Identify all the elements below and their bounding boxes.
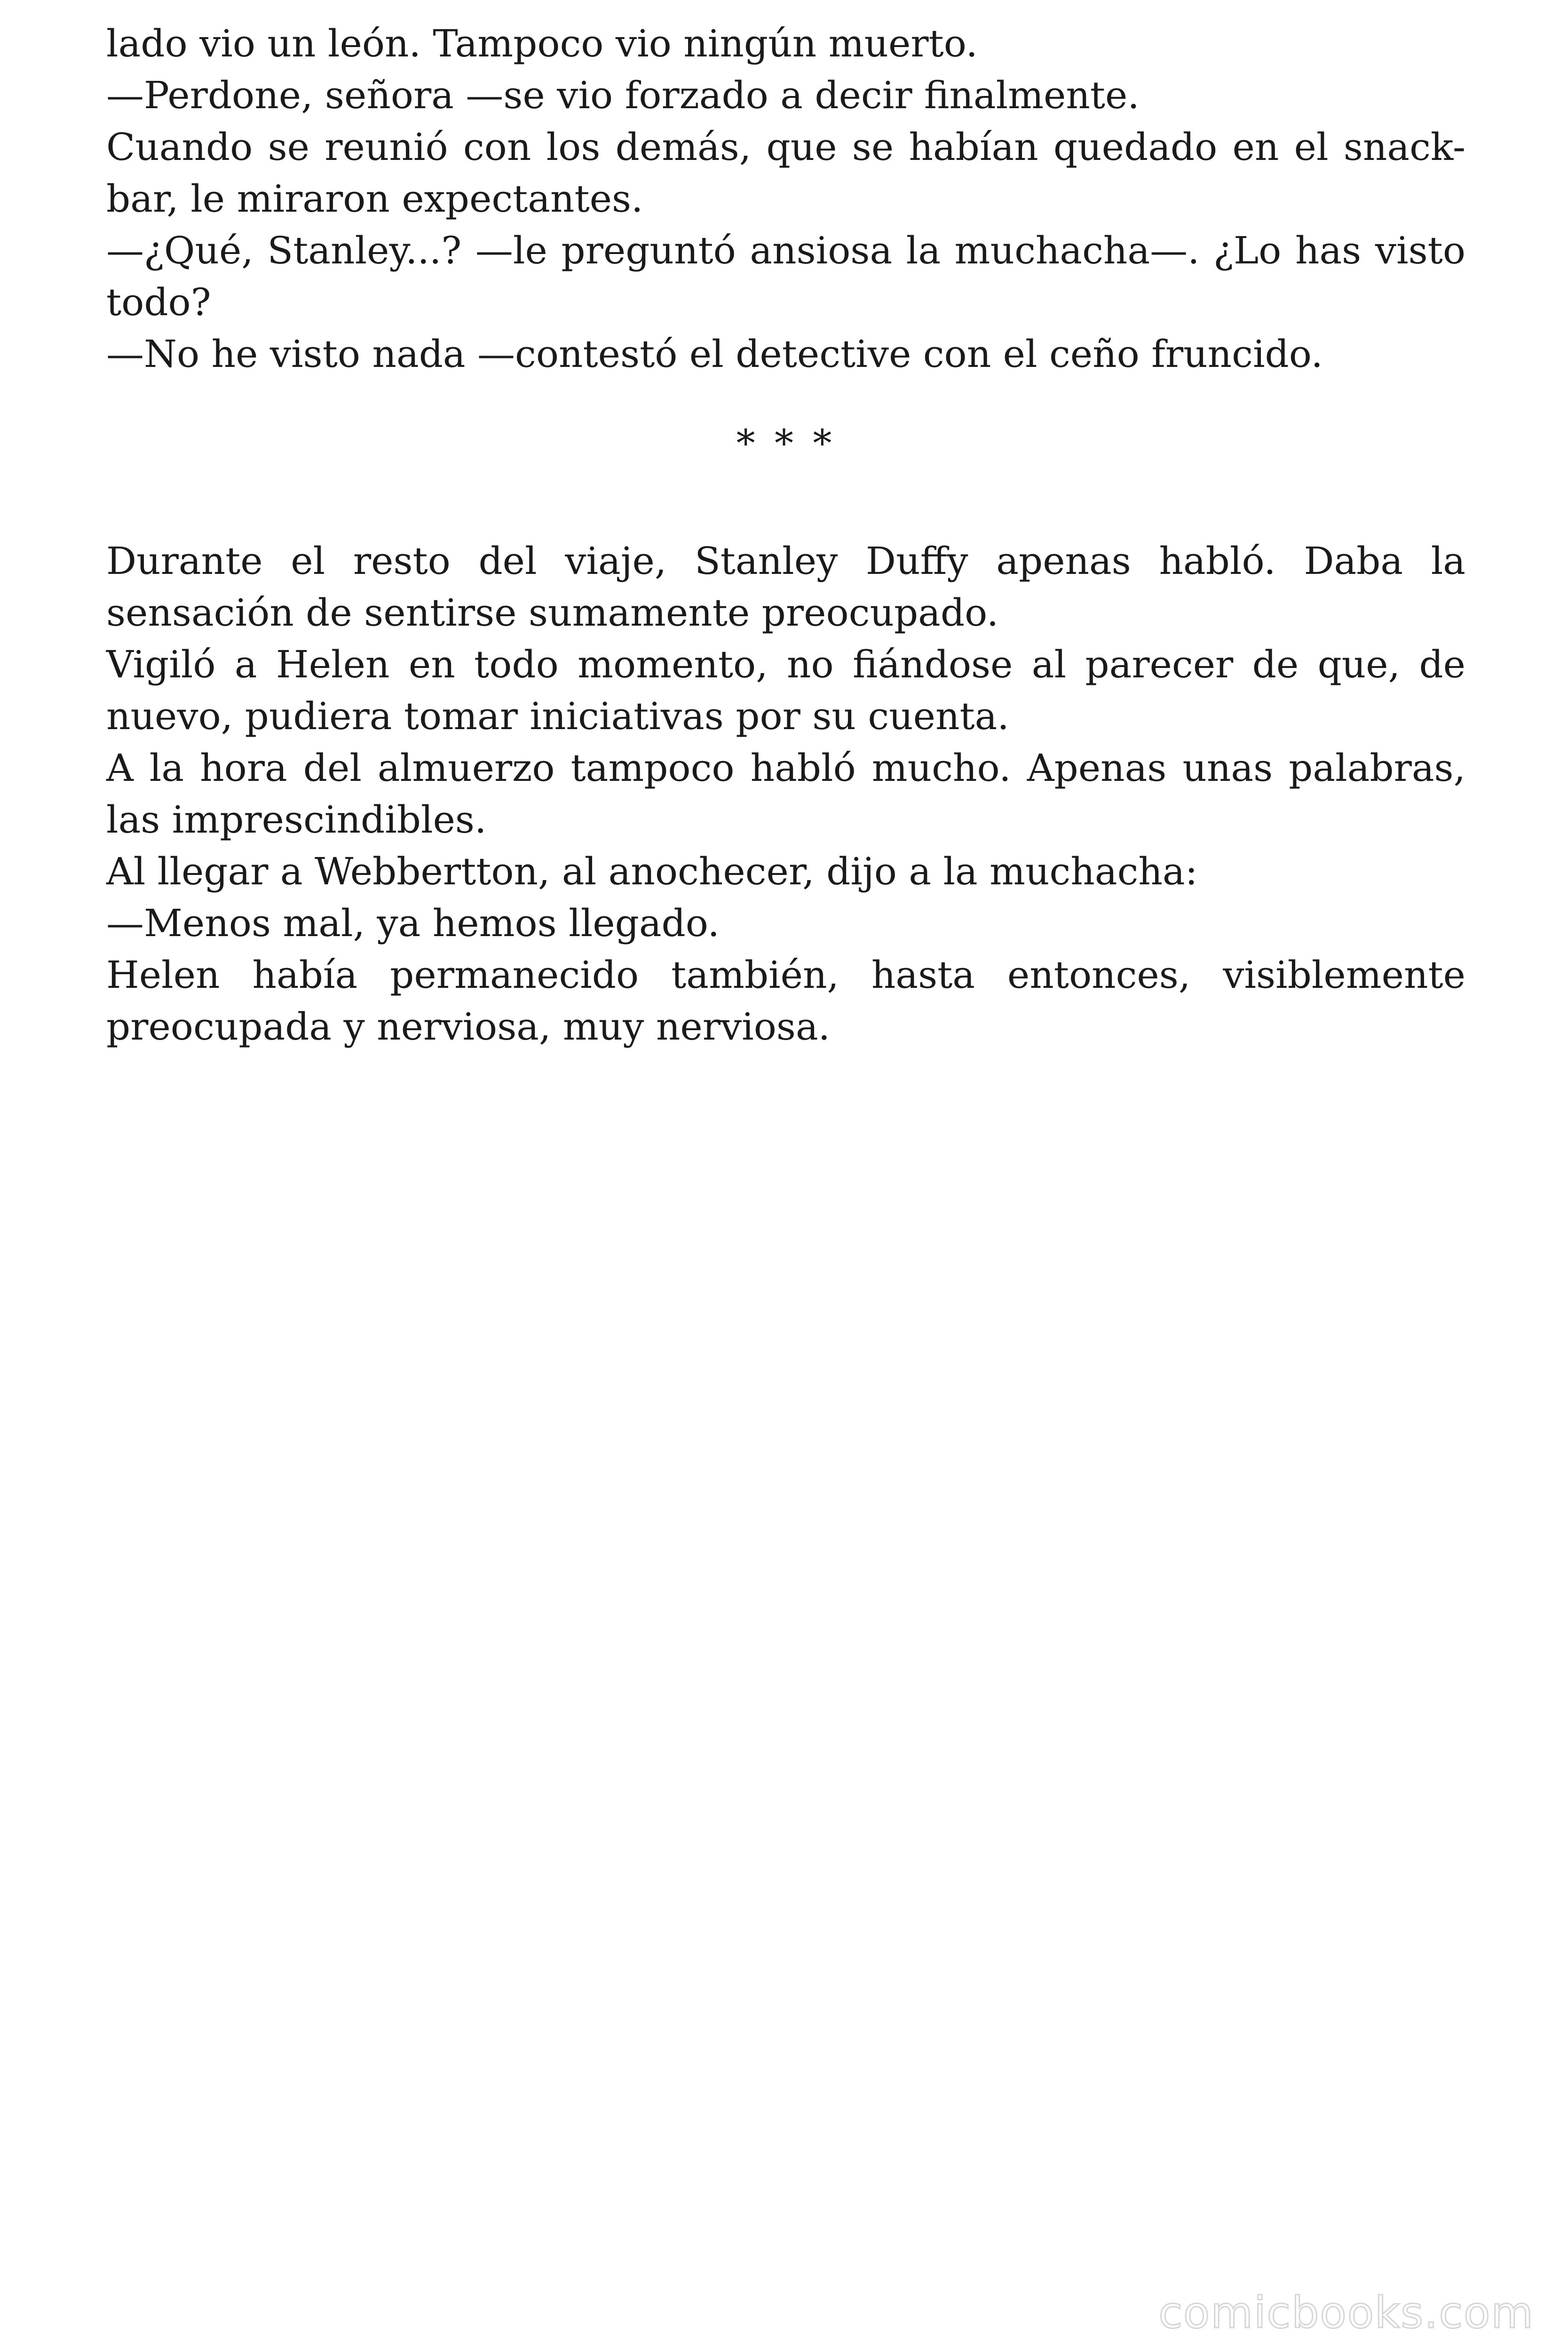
paragraph: —No he visto nada —contestó el detective con el ceño fruncido. — [106, 332, 1323, 376]
paragraph: lado vio un león. Tampoco vio ningún muerto. — [106, 22, 978, 65]
paragraph: Vigiló a Helen en todo momento, no fiándose al parecer de que, de nuevo, pudiera tomar iniciativas por su cuenta. — [106, 643, 1465, 738]
section-separator: * * * — [736, 421, 836, 465]
paragraph: Durante el resto del viaje, Stanley Duffy apenas habló. Daba la sensación de sentirse sumamente preocupado. — [106, 539, 1465, 635]
paragraph: Cuando se reunió con los demás, que se habían quedado en el snack-bar, le miraron expectantes. — [106, 125, 1465, 221]
paragraph: A la hora del almuerzo tampoco habló mucho. Apenas unas palabras, las imprescindibles. — [106, 746, 1465, 842]
paragraph: Al llegar a Webbertton, al anochecer, dijo a la muchacha: — [106, 850, 1198, 893]
paragraph: —Perdone, señora —se vio forzado a decir finalmente. — [106, 73, 1140, 117]
paragraph: Helen había permanecido también, hasta entonces, visiblemente preocupada y nerviosa, muy nerviosa. — [106, 953, 1465, 1049]
paragraph: —¿Qué, Stanley...? —le preguntó ansiosa la muchacha—. ¿Lo has visto todo? — [106, 229, 1465, 324]
paragraph: —Menos mal, ya hemos llegado. — [106, 901, 720, 945]
watermark: comicbooks.com — [1158, 2288, 1534, 2338]
page-text — [106, 18, 1465, 1053]
